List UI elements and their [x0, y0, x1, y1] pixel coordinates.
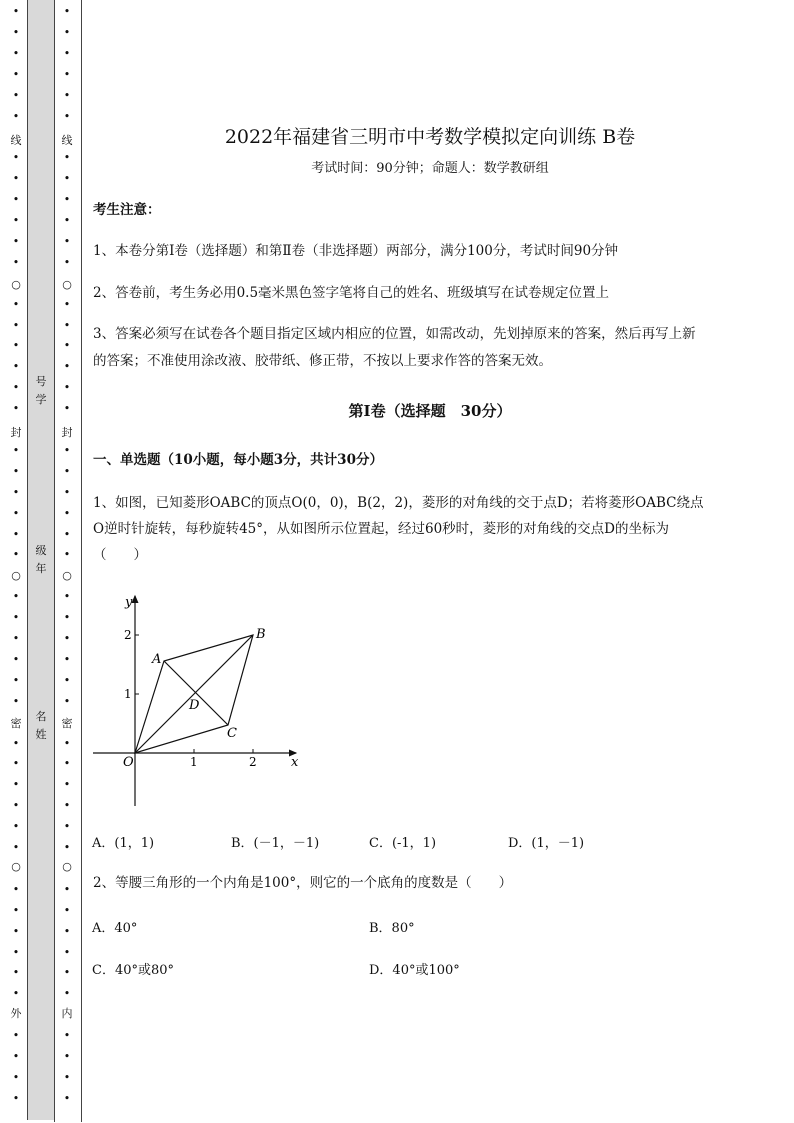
inner-dot: • — [63, 464, 71, 478]
outer-dot: • — [12, 1050, 20, 1063]
outer-dot: • — [12, 255, 20, 269]
inner-dot: • — [63, 5, 71, 18]
inner-dot: • — [63, 67, 71, 81]
exam-meta: 考试时间：90分钟；命题人：数学教研组 — [311, 161, 549, 176]
outer-dot: • — [12, 820, 20, 834]
inner-dot: • — [63, 1091, 71, 1105]
inner-dot: • — [63, 109, 71, 123]
outer-dot: • — [12, 757, 20, 771]
inner-dot: • — [63, 151, 71, 165]
section-title: 第I卷（选择题 30分） — [348, 402, 512, 420]
q2-option-a[interactable]: A．40° — [92, 921, 138, 936]
x-tick-label-1: 1 — [190, 755, 198, 769]
outer-dot: • — [12, 67, 20, 81]
outer-dot: • — [12, 590, 20, 604]
field-char: 号 — [35, 375, 47, 388]
outer-dot: • — [12, 548, 20, 562]
q2-option-d[interactable]: D．40°或100° — [369, 963, 460, 978]
inner-mark: 内 — [61, 1007, 73, 1020]
field-char: 名 — [35, 710, 47, 723]
outer-dot: • — [12, 214, 20, 227]
inner-dot: • — [63, 443, 71, 457]
outer-mark: 线 — [10, 134, 22, 147]
intersection-d-label: D — [189, 698, 200, 713]
inner-dot: • — [63, 820, 71, 834]
inner-dot: • — [63, 506, 71, 520]
inner-dot: • — [63, 172, 71, 186]
origin-label: O — [123, 755, 134, 770]
outer-dot: • — [12, 297, 20, 311]
outer-dot: • — [12, 799, 20, 813]
x-tick-label-2: 2 — [249, 755, 257, 769]
field-char: 姓 — [35, 728, 47, 741]
outer-dot: • — [12, 924, 20, 938]
outer-dot: • — [12, 46, 20, 60]
outer-dot: • — [12, 88, 20, 102]
notice-item-2: 2、答卷前，考生务必用0.5毫米黑色签字笔将自己的姓名、班级填写在试卷规定位置上 — [93, 285, 610, 301]
outer-mark: 密 — [10, 717, 22, 730]
inner-dot: • — [63, 590, 71, 604]
inner-dot: • — [63, 548, 71, 562]
outer-dot: • — [12, 25, 20, 39]
outer-dot: • — [12, 778, 20, 792]
outer-mark: 外 — [10, 1007, 22, 1020]
inner-dot: • — [63, 673, 71, 687]
inner-mark: ○ — [62, 278, 72, 291]
vertex-a-label: A — [152, 652, 162, 667]
outer-mark: 封 — [10, 426, 22, 439]
outer-dot: • — [12, 882, 20, 896]
inner-dot: • — [63, 46, 71, 60]
outer-dot: • — [12, 945, 20, 959]
notice-item-3: 3、答案必须写在试卷各个题目指定区域内相应的位置，如需改动，先划掉原来的答案，然后再写上新 — [93, 326, 696, 342]
outer-dot: • — [12, 339, 20, 353]
outer-dot: • — [12, 402, 20, 416]
vertex-c-label: C — [227, 726, 237, 741]
outer-dot: • — [12, 736, 20, 750]
outer-dot: • — [12, 193, 20, 207]
outer-dot: • — [12, 987, 20, 1001]
q2-option-b[interactable]: B．80° — [369, 921, 415, 936]
part-heading: 一、单选题（10小题，每小题3分，共计30分） — [93, 452, 383, 468]
outer-dot: • — [12, 109, 20, 123]
notice-item-1: 1、本卷分第I卷（选择题）和第Ⅱ卷（非选择题）两部分，满分100分，考试时间90分钟 — [93, 243, 619, 259]
inner-dot: • — [63, 1070, 71, 1084]
field-name — [34, 711, 48, 741]
outer-dot: • — [12, 151, 20, 165]
outer-dot: • — [12, 966, 20, 980]
y-tick-label-1: 1 — [124, 687, 132, 701]
outer-dot: • — [12, 527, 20, 541]
inner-mark: 线 — [61, 134, 73, 147]
outer-dot: • — [12, 5, 20, 18]
diagonal-ac — [164, 661, 228, 725]
q1-option-a[interactable]: A．(1，1) — [92, 836, 155, 851]
rhombus-figure — [88, 588, 308, 810]
outer-dot: • — [12, 381, 20, 395]
inner-dot: • — [63, 297, 71, 311]
field-char: 级 — [35, 544, 47, 557]
notice-item-3-cont: 的答案；不准使用涂改液、胶带纸、修正带，不按以上要求作答的答案无效。 — [93, 353, 552, 369]
outer-mark: ○ — [11, 278, 21, 291]
y-axis-label: y — [125, 595, 133, 610]
student-info-band — [27, 0, 55, 1120]
outer-dot: • — [12, 632, 20, 645]
q1-text-line3: （ ） — [93, 547, 147, 563]
field-char: 年 — [35, 562, 47, 575]
q1-text-line1: 1、如图，已知菱形OABC的顶点O(0，0)，B(2，2)，菱形的对角线的交于点D；若将菱形OABC绕点 — [93, 495, 704, 511]
outer-dot: • — [12, 360, 20, 374]
inner-mark: 密 — [61, 717, 73, 730]
notice-heading: 考生注意： — [93, 202, 161, 218]
y-tick-label-2: 2 — [124, 628, 132, 642]
inner-dot: • — [63, 1050, 71, 1063]
inner-binding-band — [54, 0, 82, 1122]
inner-dot: • — [63, 632, 71, 645]
outer-mark: ○ — [11, 569, 21, 582]
x-axis-label: x — [291, 755, 299, 770]
inner-dot: • — [63, 485, 71, 499]
q1-option-b[interactable]: B．(－1，－1) — [231, 836, 320, 851]
inner-dot: • — [63, 234, 71, 248]
inner-dot: • — [63, 652, 71, 666]
inner-dot: • — [63, 214, 71, 227]
vertex-b-label: B — [256, 627, 266, 642]
outer-dot: • — [12, 694, 20, 708]
q2-text: 2、等腰三角形的一个内角是100°，则它的一个底角的度数是（ ） — [93, 875, 513, 891]
outer-dot: • — [12, 506, 20, 520]
outer-dot: • — [12, 443, 20, 457]
inner-dot: • — [63, 318, 71, 332]
outer-dot-column — [9, 0, 23, 1123]
q2-option-c[interactable]: C．40°或80° — [92, 963, 175, 978]
inner-dot-column — [60, 0, 74, 1123]
q1-option-c[interactable]: C．(-1，1) — [369, 836, 437, 851]
inner-dot: • — [63, 757, 71, 771]
inner-dot: • — [63, 799, 71, 813]
outer-mark: ○ — [11, 860, 21, 873]
inner-dot: • — [63, 25, 71, 39]
outer-dot: • — [12, 1029, 20, 1043]
inner-dot: • — [63, 193, 71, 207]
inner-dot: • — [63, 255, 71, 269]
outer-dot: • — [12, 318, 20, 332]
inner-dot: • — [63, 945, 71, 959]
inner-dot: • — [63, 381, 71, 395]
inner-mark: ○ — [62, 569, 72, 582]
outer-dot: • — [12, 485, 20, 499]
outer-dot: • — [12, 464, 20, 478]
outer-dot: • — [12, 903, 20, 917]
inner-dot: • — [63, 966, 71, 980]
inner-dot: • — [63, 924, 71, 938]
inner-dot: • — [63, 360, 71, 374]
page-title: 2022年福建省三明市中考数学模拟定向训练 B卷 — [224, 126, 636, 148]
q1-text-line2: O逆时针旋转，每秒旋转45°，从如图所示位置起，经过60秒时，菱形的对角线的交点D的坐标为 — [93, 521, 669, 537]
outer-dot: • — [12, 611, 20, 625]
field-grade — [34, 545, 48, 575]
q1-option-d[interactable]: D．(1，－1) — [508, 836, 585, 851]
outer-dot: • — [12, 841, 20, 854]
inner-dot: • — [63, 987, 71, 1001]
inner-dot: • — [63, 841, 71, 854]
inner-dot: • — [63, 903, 71, 917]
inner-dot: • — [63, 1029, 71, 1043]
inner-dot: • — [63, 736, 71, 750]
outer-dot: • — [12, 1091, 20, 1105]
inner-mark: 封 — [61, 426, 73, 439]
outer-dot: • — [12, 172, 20, 186]
field-student-number — [34, 376, 48, 406]
inner-dot: • — [63, 402, 71, 416]
inner-dot: • — [63, 778, 71, 792]
inner-dot: • — [63, 611, 71, 625]
field-char: 学 — [35, 393, 47, 406]
outer-dot: • — [12, 673, 20, 687]
inner-dot: • — [63, 694, 71, 708]
inner-dot: • — [63, 882, 71, 896]
outer-dot: • — [12, 234, 20, 248]
inner-dot: • — [63, 527, 71, 541]
outer-dot: • — [12, 1070, 20, 1084]
inner-dot: • — [63, 339, 71, 353]
outer-dot: • — [12, 652, 20, 666]
inner-mark: ○ — [62, 860, 72, 873]
inner-dot: • — [63, 88, 71, 102]
